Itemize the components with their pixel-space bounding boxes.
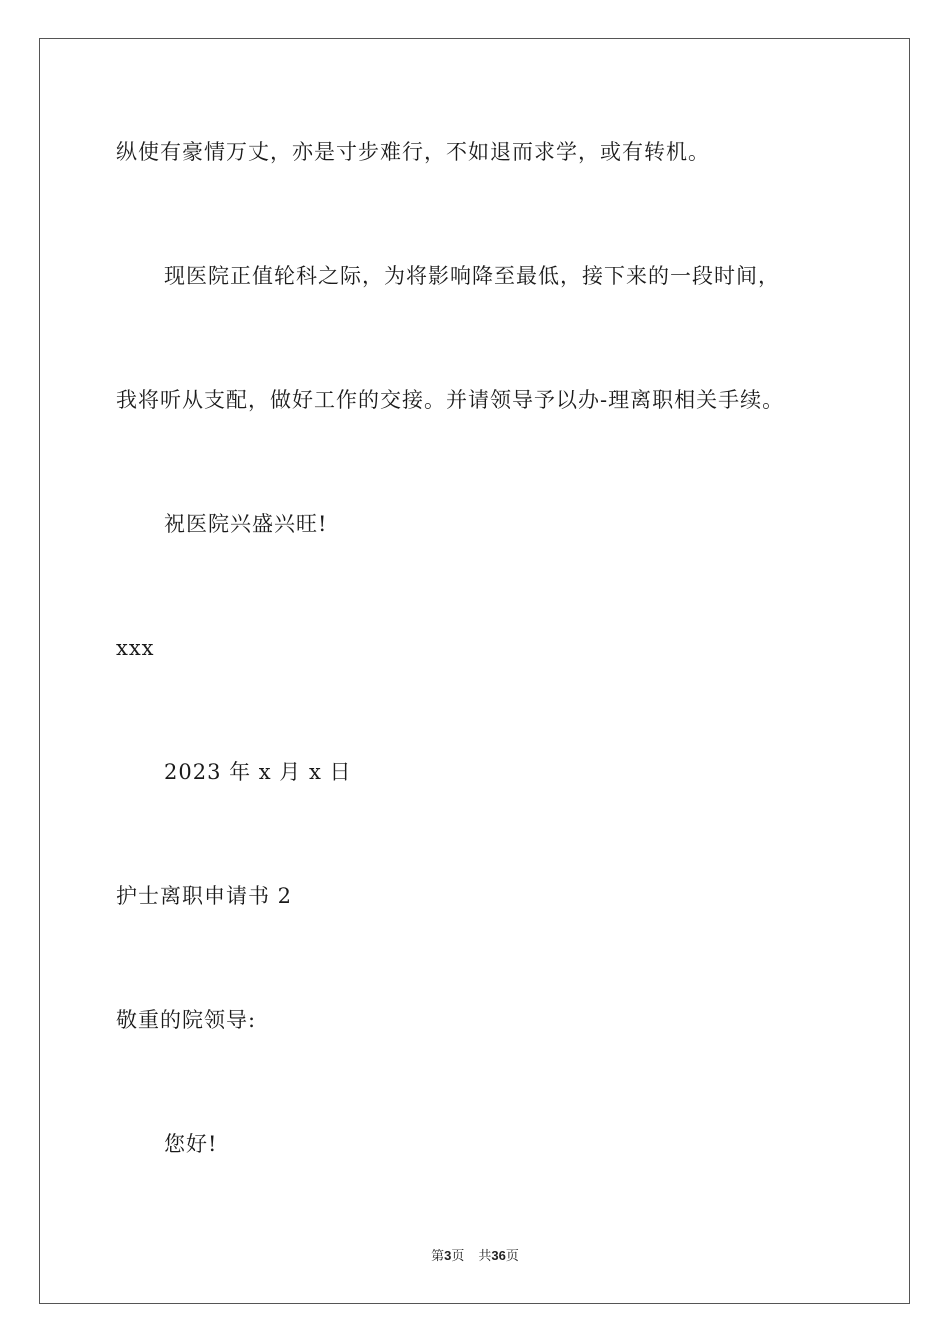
total-prefix: 共 — [478, 1249, 492, 1264]
body-line-2: 现医院正值轮科之际，为将影响降至最低，接下来的一段时间， — [164, 264, 780, 288]
total-pages: 36 — [491, 1248, 506, 1263]
salutation: 敬重的院领导: — [116, 1008, 257, 1032]
signature-name: xxx — [116, 636, 155, 660]
page-prefix: 第 — [431, 1249, 445, 1264]
closing-wish: 祝医院兴盛兴旺! — [164, 512, 328, 536]
section-title: 护士离职申请书 2 — [116, 884, 293, 908]
page-number: 3 — [444, 1248, 452, 1263]
greeting: 您好! — [164, 1132, 218, 1156]
page-suffix: 页 — [451, 1249, 465, 1264]
page-border — [39, 38, 910, 1304]
total-suffix: 页 — [505, 1249, 519, 1264]
page-footer — [0, 1247, 950, 1266]
body-line-3: 我将听从支配，做好工作的交接。并请领导予以办-理离职相关手续。 — [116, 388, 785, 412]
signature-date: 2023 年 x 月 x 日 — [164, 760, 352, 784]
body-line-1: 纵使有豪情万丈，亦是寸步难行，不如退而求学，或有转机。 — [116, 140, 710, 164]
